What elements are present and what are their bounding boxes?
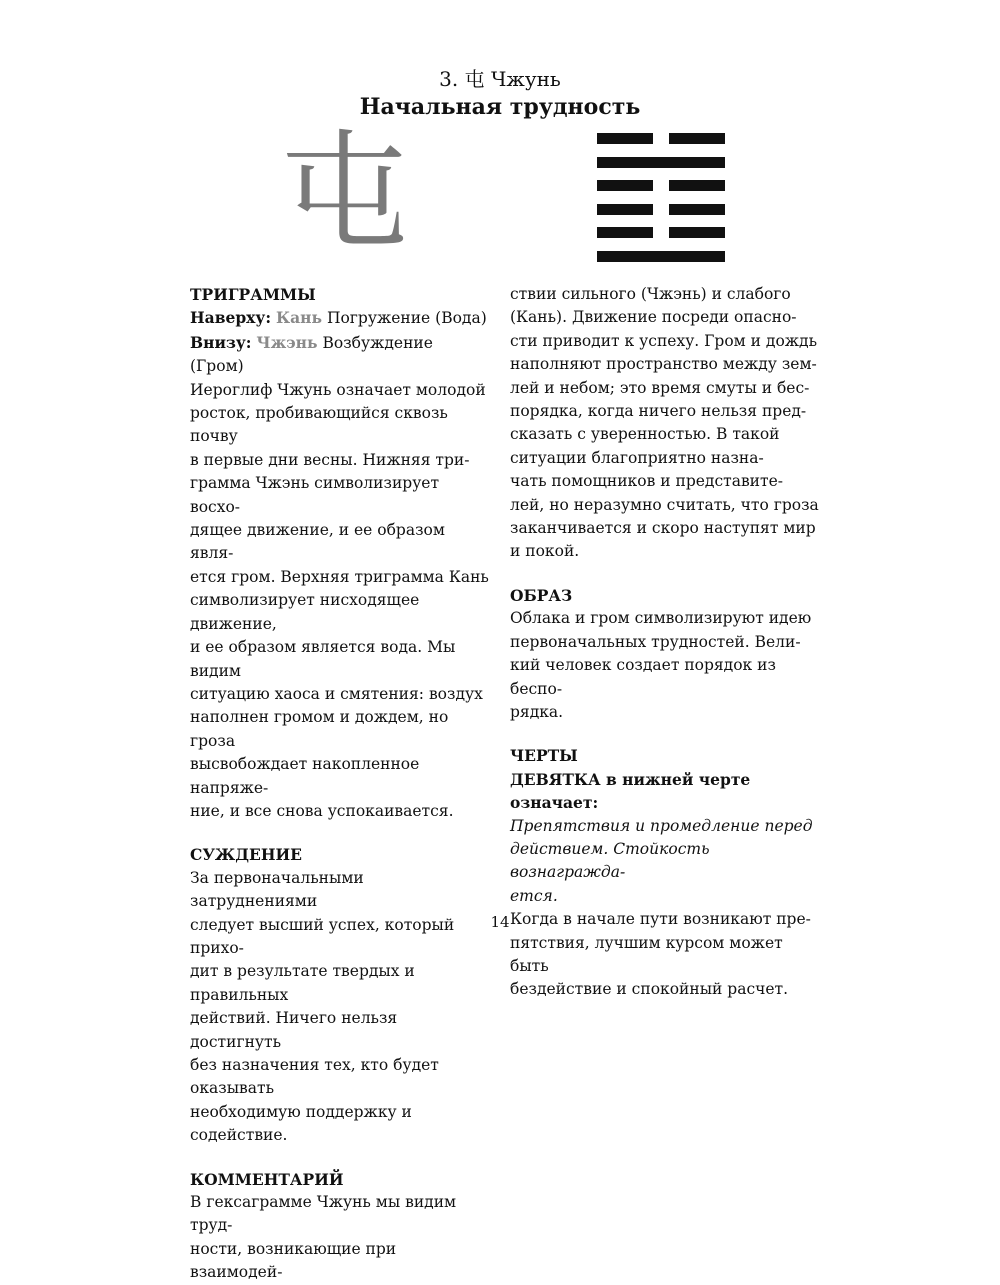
commentary-text-line: В гексаграмме Чжунь мы видим труд- bbox=[190, 1193, 457, 1235]
section-spacer bbox=[510, 564, 820, 584]
page-number: 14 bbox=[490, 913, 510, 931]
lines-text-line: Когда в начале пути возникают пре- bbox=[510, 910, 811, 929]
commentary-text-line: (Кань). Движение посреди опасно- bbox=[510, 308, 797, 327]
hexagram-line-broken bbox=[597, 133, 725, 144]
hexagram-line-segment bbox=[669, 227, 725, 238]
commentary-text-line: сказать с уверенностью. В такой bbox=[510, 425, 780, 444]
trigrams-text-line: Иероглиф Чжунь означает молодой bbox=[190, 380, 486, 399]
judgement-text-line: действий. Ничего нельзя достигнуть bbox=[190, 1009, 398, 1051]
commentary-text-line: заканчивается и скоро наступят мир bbox=[510, 519, 816, 538]
trigrams-text-line: ние, и все снова успокаивается. bbox=[190, 801, 454, 820]
trigrams-text-line: ситуацию хаоса и смятения: воздух bbox=[190, 684, 483, 703]
trigrams-text-line: ется гром. Верхняя триграмма Кань bbox=[190, 567, 489, 586]
commentary-text-line: чать помощников и представите- bbox=[510, 472, 783, 491]
hexagram-line-segment bbox=[597, 204, 653, 215]
trigram-top-label: Наверху: bbox=[190, 308, 272, 328]
trigram-bottom-label: Внизу: bbox=[190, 332, 252, 352]
left-column bbox=[190, 283, 490, 1285]
hexagram-line-segment bbox=[597, 133, 653, 144]
hexagram-line-segment bbox=[669, 133, 725, 144]
chinese-character-glyph: 屯 bbox=[280, 118, 409, 267]
hexagram-line-segment bbox=[669, 180, 725, 191]
lines-italic-line: ется. bbox=[510, 886, 558, 905]
hexagram-line-solid bbox=[597, 157, 725, 168]
commentary-text-line: ствии сильного (Чжэнь) и слабого bbox=[510, 285, 791, 303]
trigrams-text-line: грамма Чжэнь символизирует восхо- bbox=[190, 474, 440, 516]
trigram-top-meaning: Погружение (Вода) bbox=[326, 309, 487, 328]
hexagram-line-solid bbox=[597, 251, 725, 262]
lines-heading: ЧЕРТЫ bbox=[510, 746, 578, 766]
image-text-line: первоначальных трудностей. Вели- bbox=[510, 632, 801, 651]
judgement-text-line: дит в результате твердых и правильных bbox=[190, 962, 415, 1004]
commentary-heading: КОММЕНТАРИЙ bbox=[190, 1169, 344, 1189]
judgement-text-line: следует высший успех, который прихо- bbox=[190, 915, 455, 957]
section-spacer bbox=[190, 823, 490, 843]
image-text-line: рядка. bbox=[510, 702, 564, 721]
judgement-text-line: За первоначальными затруднениями bbox=[190, 868, 364, 911]
trigrams-text-line: в первые дни весны. Нижняя три- bbox=[190, 450, 470, 469]
trigram-bottom-meaning: Возбуждение (Гром) bbox=[190, 333, 433, 376]
trigram-top-line bbox=[190, 306, 490, 330]
commentary-text-line: ности, возникающие при взаимодей- bbox=[190, 1239, 397, 1282]
image-heading: ОБРАЗ bbox=[510, 585, 573, 605]
judgement-heading: СУЖДЕНИЕ bbox=[190, 845, 302, 865]
right-column bbox=[510, 283, 820, 1002]
trigrams-text-line: наполнен громом и дождем, но гроза bbox=[190, 708, 449, 750]
hexagram-line-segment bbox=[597, 157, 725, 168]
commentary-text-line: порядка, когда ничего нельзя пред- bbox=[510, 402, 807, 421]
judgement-text-line: необходимую поддержку и содействие. bbox=[190, 1102, 412, 1145]
lines-italic-line: Препятствия и промедление перед bbox=[510, 816, 813, 835]
hexagram-line-segment bbox=[597, 180, 653, 191]
hexagram-figure bbox=[597, 133, 725, 263]
hexagram-line-broken bbox=[597, 204, 725, 215]
trigrams-text-line: росток, пробивающийся сквозь почву bbox=[190, 404, 448, 446]
commentary-text-line: сти приводит к успеху. Гром и дождь bbox=[510, 331, 818, 350]
trigrams-text-line: высвобождает накопленное напряже- bbox=[190, 755, 420, 797]
trigrams-text-line: дящее движение, и ее образом явля- bbox=[190, 521, 445, 563]
lines-subheading: ДЕВЯТКА в нижней черте означает: bbox=[510, 769, 751, 813]
lines-text-line: пятствия, лучшим курсом может быть bbox=[510, 933, 783, 975]
trigrams-text-line: и ее образом является вода. Мы видим bbox=[190, 638, 456, 680]
image-text-line: Облака и гром символизируют идею bbox=[510, 609, 812, 628]
hexagram-number-title: 3. 屯 Чжунь bbox=[439, 67, 561, 91]
hexagram-line-segment bbox=[597, 227, 653, 238]
hexagram-line-broken bbox=[597, 180, 725, 191]
commentary-text-line: лей, но неразумно считать, что гроза bbox=[510, 495, 819, 514]
image-text-line: кий человек создает порядок из беспо- bbox=[510, 656, 776, 698]
lines-text-line: бездействие и спокойный расчет. bbox=[510, 980, 789, 999]
hexagram-line-broken bbox=[597, 227, 725, 238]
hexagram-main-title: Начальная трудность bbox=[359, 94, 641, 120]
hexagram-line-segment bbox=[597, 251, 725, 262]
trigrams-heading: ТРИГРАММЫ bbox=[190, 285, 316, 304]
section-spacer bbox=[510, 724, 820, 744]
trigram-bottom-line bbox=[190, 331, 490, 379]
commentary-text-line: лей и небом; это время смуты и бес- bbox=[510, 378, 810, 397]
section-spacer bbox=[190, 1148, 490, 1168]
hexagram-line-segment bbox=[669, 204, 725, 215]
trigram-bottom-name: Чжэнь bbox=[256, 332, 318, 352]
commentary-text-line: наполняют пространство между зем- bbox=[510, 355, 817, 374]
commentary-text-line: ситуации благоприятно назна- bbox=[510, 448, 764, 467]
lines-italic-line: действием. Стойкость вознагражда- bbox=[510, 839, 710, 882]
trigrams-text-line: символизирует нисходящее движение, bbox=[190, 591, 420, 633]
judgement-text-line: без назначения тех, кто будет оказывать bbox=[190, 1056, 439, 1098]
commentary-text-line: и покой. bbox=[510, 542, 580, 561]
trigram-top-name: Кань bbox=[275, 308, 322, 328]
